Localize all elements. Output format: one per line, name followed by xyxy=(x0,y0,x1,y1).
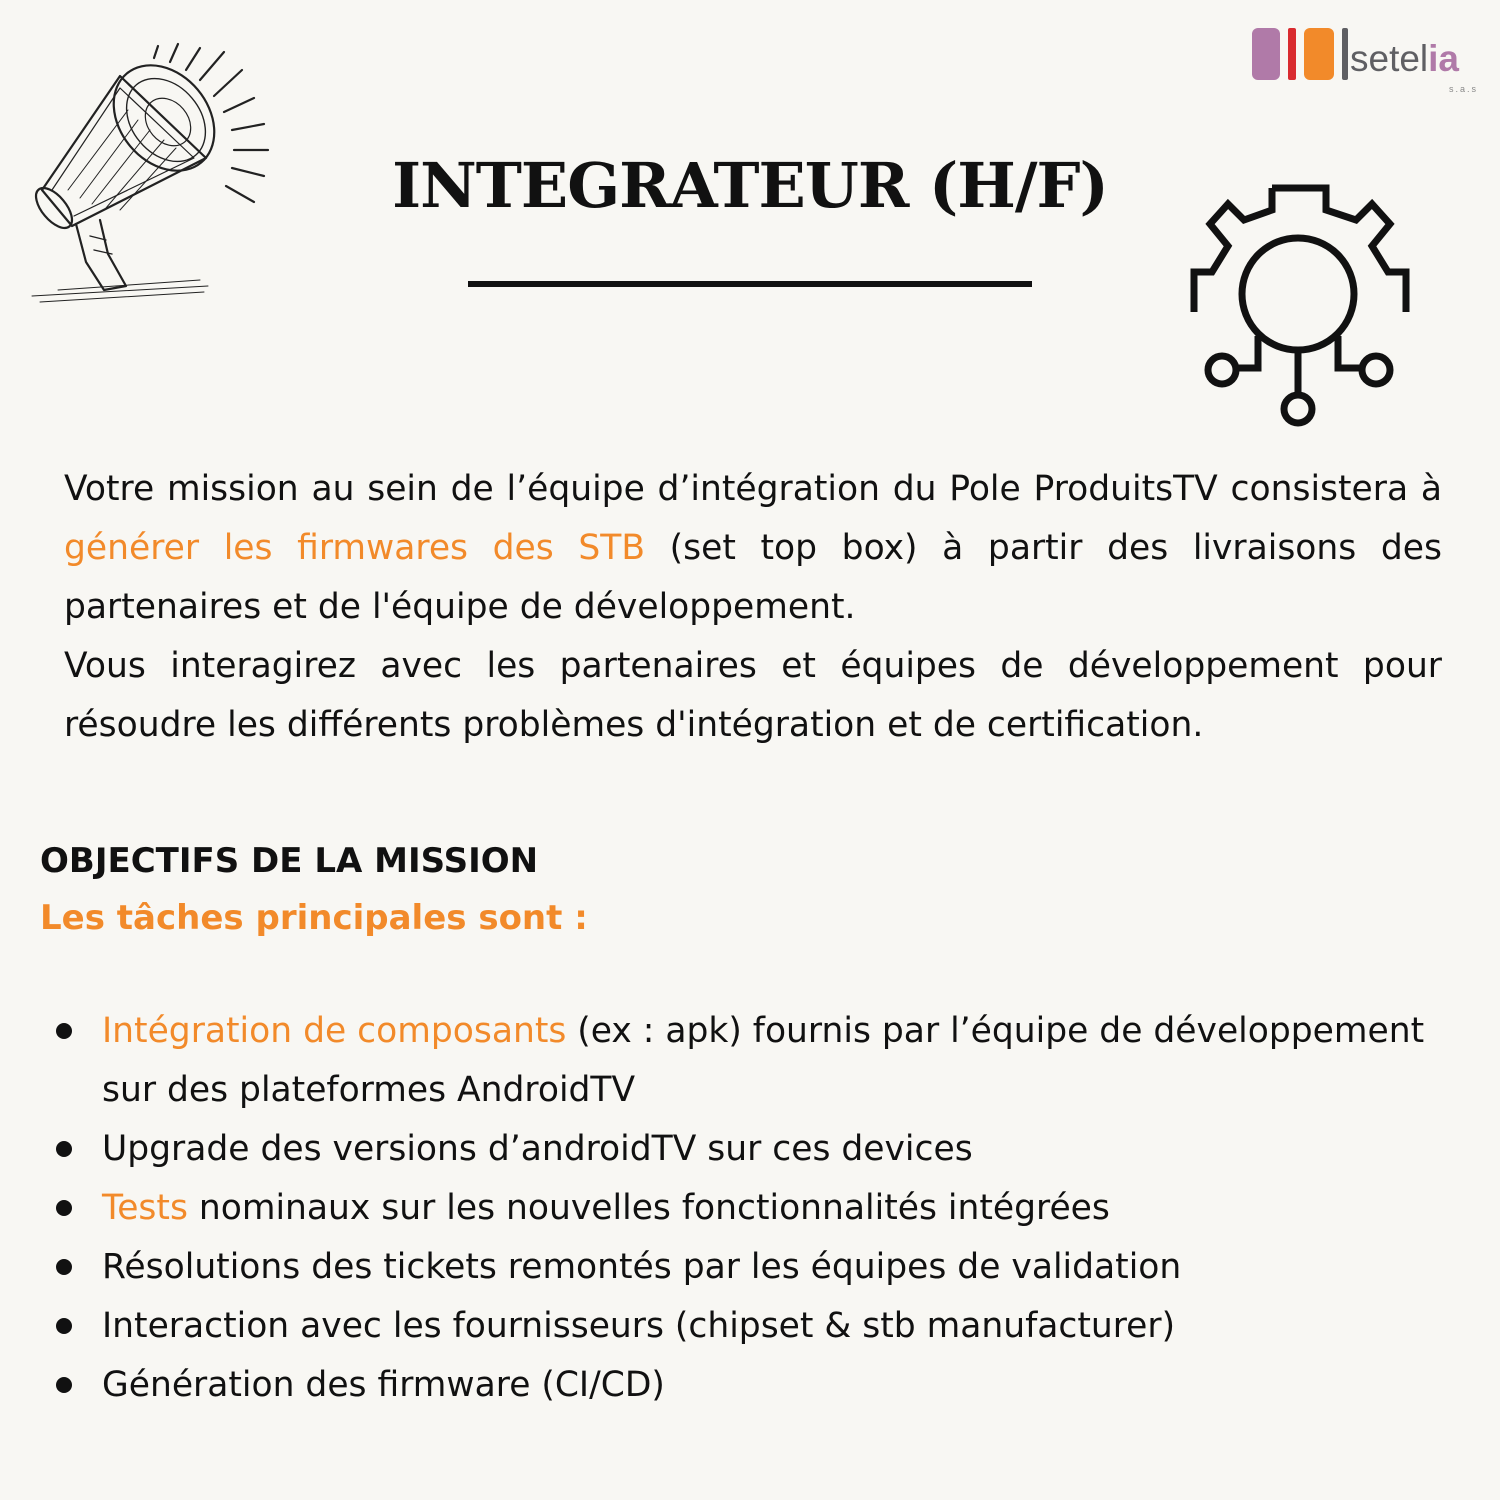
logo-bar xyxy=(1304,28,1334,80)
section-subtitle: Les tâches principales sont : xyxy=(40,898,588,938)
bullet-icon xyxy=(56,1200,72,1216)
gear-circuit-icon xyxy=(1186,180,1414,430)
list-item: Upgrade des versions d’androidTV sur ces devices xyxy=(0,1120,1460,1179)
intro-highlight: générer les firmwares des STB xyxy=(64,528,646,568)
company-logo xyxy=(1250,24,1482,96)
intro-paragraph-2: Vous interagirez avec les partenaires et équipes de développement pour résoudre les différents problèmes d'intégration et de certification. xyxy=(64,646,1442,745)
logo-bar xyxy=(1252,28,1280,80)
logo-wordmark: setelia xyxy=(1350,38,1460,79)
logo-suffix: s.a.s xyxy=(1448,84,1478,94)
bullet-icon xyxy=(56,1023,72,1039)
list-item: Interaction avec les fournisseurs (chipset & stb manufacturer) xyxy=(0,1297,1460,1356)
list-item: Résolutions des tickets remontés par les équipes de validation xyxy=(0,1238,1460,1297)
bullet-icon xyxy=(56,1259,72,1275)
bullet-icon xyxy=(56,1318,72,1334)
task-list xyxy=(0,1002,1460,1415)
intro-paragraph-1: Votre mission au sein de l’équipe d’intégration du Pole ProduitsTV consistera à générer les firmwares des STB (set top box) à partir des livraisons des partenaires et de l'équipe de développement. xyxy=(64,469,1442,627)
logo-bar xyxy=(1342,28,1348,80)
bullet-icon xyxy=(56,1377,72,1393)
page-title: INTEGRATEUR (H/F) xyxy=(392,149,1108,222)
intro-text xyxy=(64,460,1442,755)
logo-bar xyxy=(1288,28,1296,80)
list-item: Intégration de composants (ex : apk) fournis par l’équipe de développement sur des plateformes AndroidTV xyxy=(0,1002,1460,1120)
list-item: Génération des firmware (CI/CD) xyxy=(0,1356,1460,1415)
bullet-icon xyxy=(56,1141,72,1157)
section-title: OBJECTIFS DE LA MISSION xyxy=(40,841,539,881)
list-item: Tests nominaux sur les nouvelles fonctionnalités intégrées xyxy=(0,1179,1460,1238)
title-underline xyxy=(468,281,1032,287)
